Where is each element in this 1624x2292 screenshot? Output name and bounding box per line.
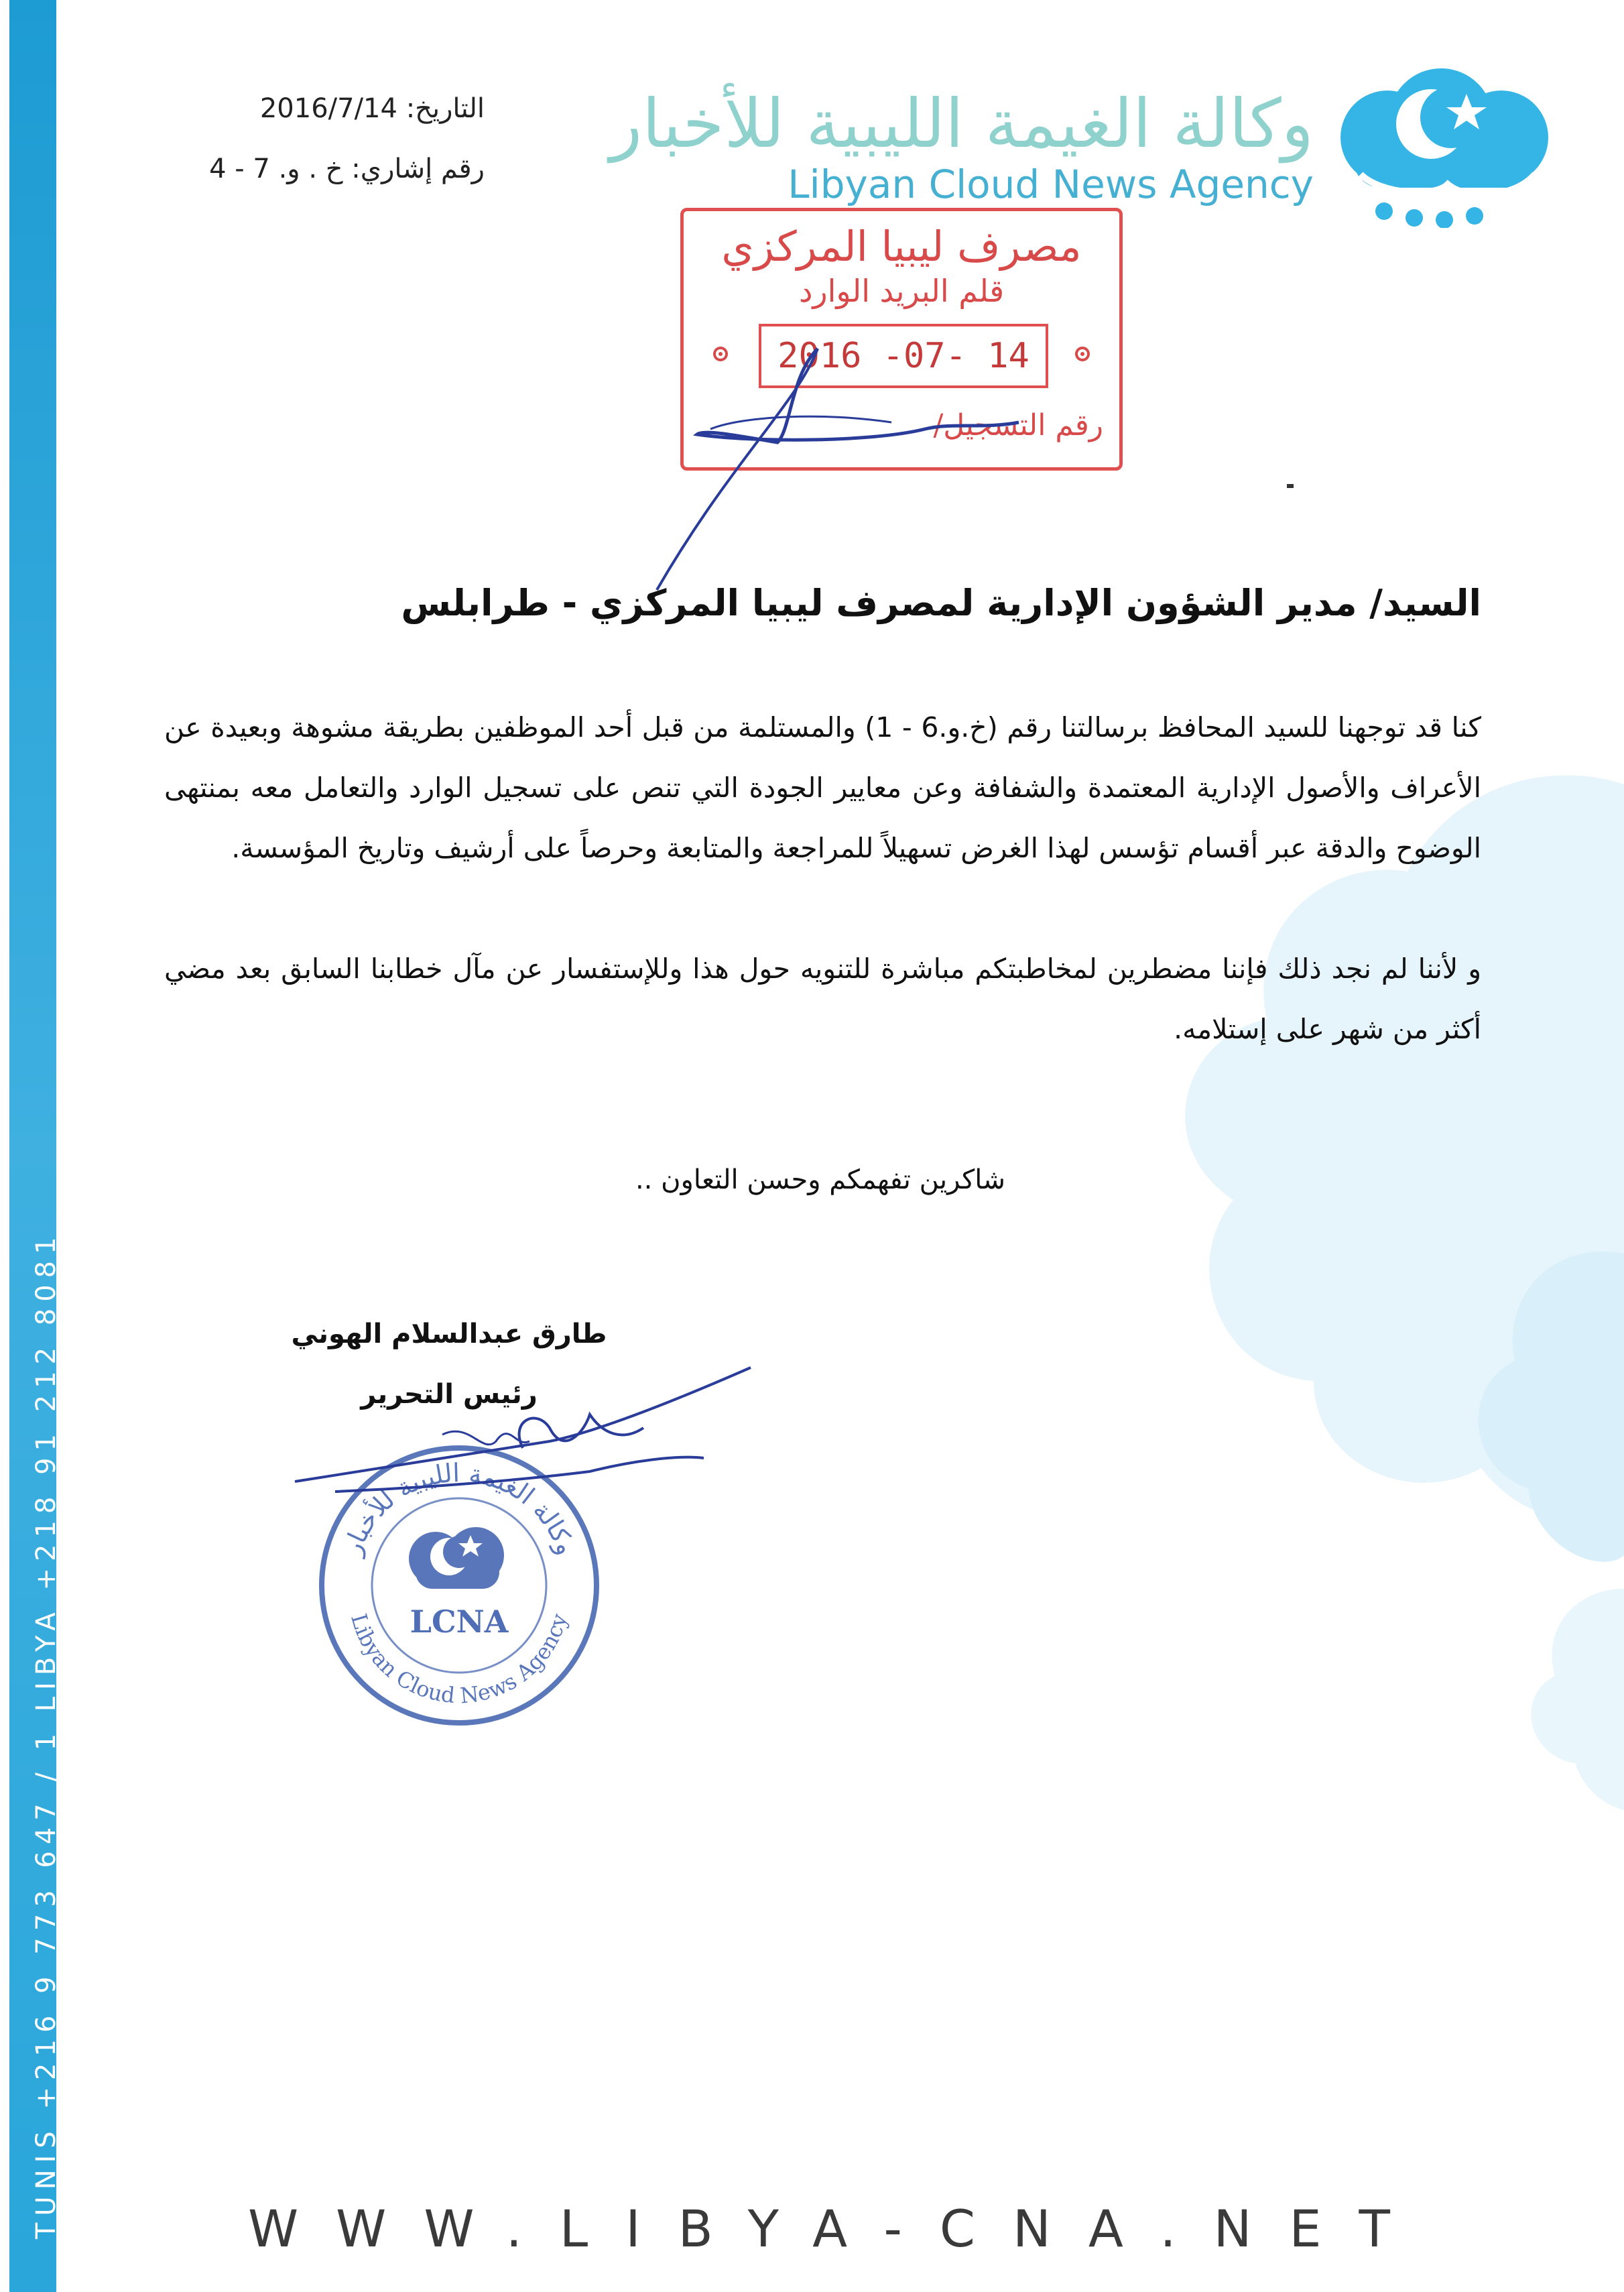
seal-cloud-icon bbox=[409, 1527, 504, 1589]
stamp-rosette-icon bbox=[1072, 344, 1092, 364]
ink-speck bbox=[1287, 484, 1294, 488]
seal-text-arabic: وكالة الغيمة الليبية للأخبار bbox=[336, 1457, 582, 1559]
letter-date bbox=[149, 91, 485, 127]
agency-seal bbox=[315, 1441, 603, 1730]
reference-label: رقم إشاري: bbox=[351, 154, 485, 184]
stamp-rosette-icon bbox=[710, 344, 731, 364]
cloud-crescent-star-icon bbox=[1314, 67, 1575, 228]
seal-text-english: Libyan Cloud News Agency bbox=[346, 1610, 572, 1709]
cloud-watermark bbox=[804, 704, 1624, 1978]
stamp-date: 2016 -07- 14 bbox=[777, 336, 1029, 376]
letter-paragraph-2: و لأننا لم نجد ذلك فإننا مضطرين لمخاطبتكم مباشرة للتنويه حول هذا وللإستفسار عن مآل خطابنا السابق بعد مضي أكثر من شهر على إستلامه. bbox=[164, 953, 1481, 1045]
date-label: التاريخ: bbox=[405, 93, 485, 124]
stamp-bank-name: مصرف ليبيا المركزي bbox=[721, 222, 1082, 271]
letter-paragraph-1: كنا قد توجهنا للسيد المحافظ برسالتنا رقم (خ.و.6 - 1) والمستلمة من قبل أحد الموظفين بطريقة مشوهة وبعيدة عن الأعراف والأصول الإدارية المعتمدة والشفافة وعن معايير الجودة التي تنص على تسجيل الوارد والتعامل معه بمنتهى الوضوح والدقة عبر أقسام تؤسس لهذا الغرض تسهيلاً للمراجعة والمتابعة وحرصاً على أرشيف وتاريخ المؤسسة. bbox=[164, 711, 1481, 864]
stamp-date-box bbox=[759, 324, 1048, 388]
footer-website: WWW.LIBYA-CNA.NET bbox=[248, 2199, 1428, 2258]
seal-abbreviation: LCNA bbox=[410, 1604, 509, 1640]
agency-name-arabic: وكالة الغيمة الليبية للأخبار bbox=[609, 84, 1314, 163]
signer-title: رئيس التحرير bbox=[361, 1379, 538, 1410]
letter-closing: شاكرين تفهمكم وحسن التعاون .. bbox=[635, 1164, 1005, 1195]
contact-numbers: TUNIS +216 9 773 647 / 1 LIBYA +218 91 212 8081 bbox=[31, 1230, 62, 2239]
date-value: 2016/7/14 bbox=[259, 93, 397, 124]
signer-name: طارق عبدالسلام الهوني bbox=[291, 1319, 607, 1349]
stamp-department: قلم البريد الوارد bbox=[798, 273, 1005, 309]
letter-reference bbox=[149, 151, 485, 187]
stamp-registration-label: رقم التسجيل/ bbox=[933, 408, 1103, 442]
agency-name-english: Libyan Cloud News Agency bbox=[788, 162, 1314, 207]
received-stamp bbox=[680, 208, 1123, 471]
letter-recipient: السيد/ مدير الشؤون الإدارية لمصرف ليبيا المركزي - طرابلس bbox=[401, 582, 1481, 624]
reference-value: خ . و. 7 - 4 bbox=[209, 154, 343, 184]
